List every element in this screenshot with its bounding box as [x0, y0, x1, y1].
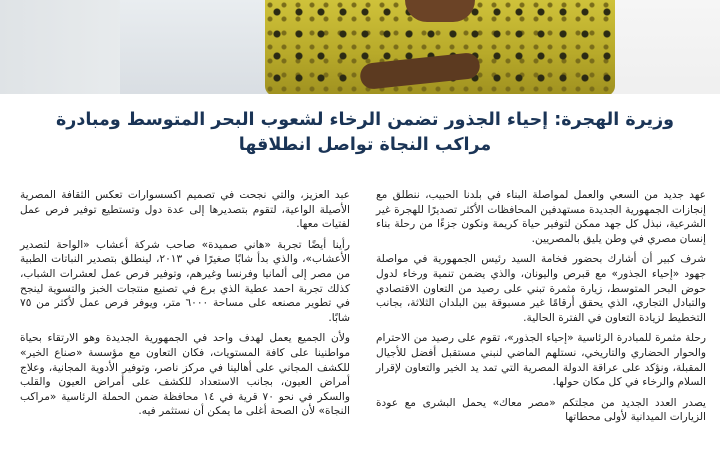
paragraph: رأينا أيضًا تجربة «هاني صميدة» صاحب شركة أعشاب «الواحة لتصدير الأعشاب»، والذي بدأ شابًا صغيرًا في ٢٠١٣، لينطلق بتصدير النباتات الطبية من مصر إلى ألمانيا وفرنسا وغيرهم، وتوفير فرص عمل لعشرات الشباب، كذلك تجربة احمد عطية الذي برع في تصنيع منتجات الخبز والتسوية لينجح في تطوير مصنعه على مساحة ٦٠٠٠ متر، ويوفر فرص عمل لأكثر من ٧٥ شابًا. [20, 238, 350, 324]
paragraph: شرف كبير أن أشارك بحضور فخامة السيد رئيس الجمهورية في مواصلة جهود «إحياء الجذور» مع قبرص واليونان، والذي يضمن تنمية ورخاء لدول حوض البحر المتوسط، زيارة مثمرة تبني على رصيد من التعاون الاقتصادي والتبادل التجاري، الذي يحقق أرقامًا غير مسبوقة بين البلدان الثلاثة، بجانب التخطيط لزيادة التعاون في الفترة الحالية. [376, 253, 706, 324]
photo-bottom-edge [0, 94, 720, 100]
article-column-right [376, 188, 706, 431]
photo-background-left [120, 0, 270, 100]
paragraph: ولأن الجميع يعمل لهدف واحد في الجمهورية الجديدة وهو الارتقاء بحياة مواطنينا على كافة المستويات، فكان التعاون مع مؤسسة «صناع الخير» للكشف المجاني على أهالينا في مركز ناصر، وتوفير الأدوية المجانية، وعلاج أمراض العيون، بجانب الاستعداد للكشف على أمراض العيون والقلب والسكر في نحو ٧٠ قرية في ١٤ محافظة ضمن الحملة الرئاسية «مراكب النجاة» لأن الصحة أغلى ما يمكن أن نستثمر فيه. [20, 332, 350, 418]
article-column-left [20, 188, 350, 425]
photo-background-right [605, 0, 720, 100]
paragraph: رحلة مثمرة للمبادرة الرئاسية «إحياء الجذور»، تقوم على رصيد من الاحترام والحوار الحضاري والتاريخي، نستلهم الماضي لنبني مستقبل أفضل للأجيال المقبلة، ونؤكد على عراقة الدولة المصرية التي تمد يد الخير والتعاون لإقرار السلام والرخاء في كل مكان حولها. [376, 332, 706, 389]
headline-line-1: وزيرة الهجرة: إحياء الجذور تضمن الرخاء لشعوب البحر المتوسط ومبادرة [55, 110, 675, 130]
paragraph: عهد جديد من السعي والعمل لمواصلة البناء في بلدنا الحبيب، ننطلق مع إنجازات الجمهورية الجديدة مستهدفين المحافظات الأكثر تصديرًا للهجرة غير الشرعية، نبذل كل جهد ممكن لتوفير حياة كريمة ونكون جزءًا من رحلة بناء إنسان مصري في وطن يليق بالمصريين. [376, 189, 706, 245]
person-neck [405, 0, 475, 22]
article-photo [0, 0, 720, 100]
headline-line-2: مراكب النجاة تواصل انطلاقها [238, 135, 492, 155]
paragraph: عبد العزيز، والتي نجحت في تصميم اكسسوارات تعكس الثقافة المصرية الأصيلة الواعية، لتقوم بتصديرها إلى عدة دول وتستطيع توفير فرص عمل لفتيات معها. [20, 189, 350, 231]
article-headline [40, 108, 690, 158]
paragraph: يصدر العدد الجديد من مجلتكم «مصر معاك» يحمل البشرى مع عودة الزيارات الميدانية لأولى محطاتها [376, 396, 706, 424]
